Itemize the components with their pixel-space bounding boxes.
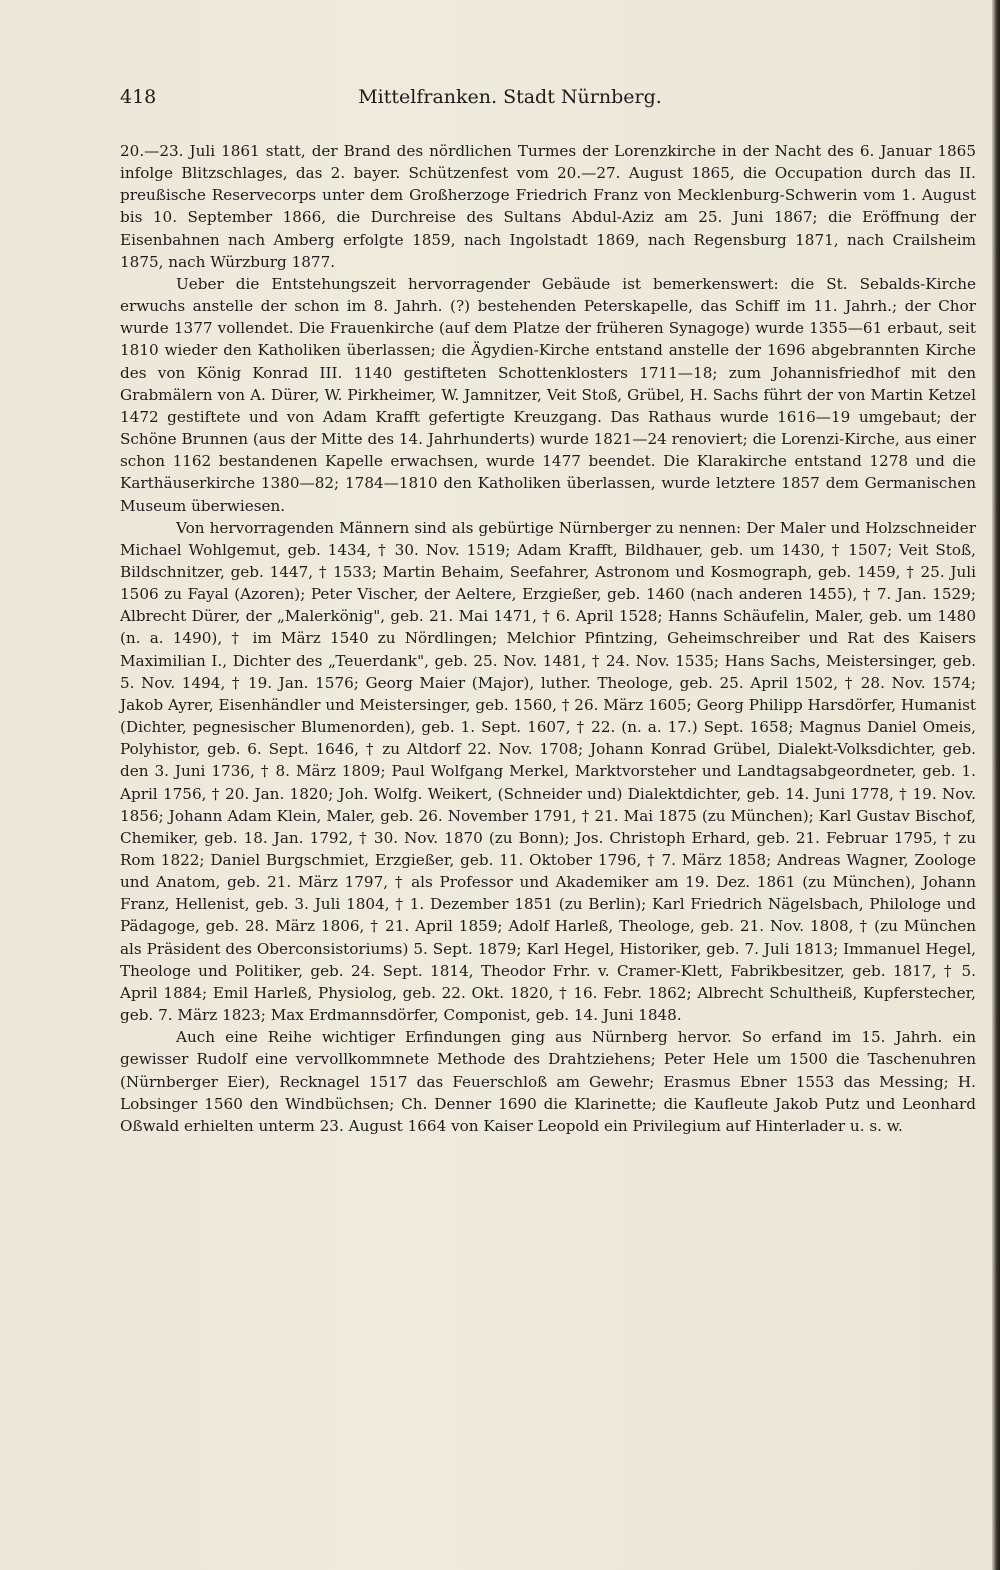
body-text: [120, 140, 976, 1137]
page-number: 418: [120, 86, 157, 108]
page-binding-edge: [992, 0, 1000, 1570]
paragraph-notable-people: Von hervorragenden Männern sind als gebürtige Nürnberger zu nennen: Der Maler und Holzschneider Michael Wohlgemut, geb. 1434, † 30. Nov. 1519; Adam Krafft, Bildhauer, geb. um 1430, † 1507; Veit Stoß, Bildschnitzer, geb. 1447, † 1533; Martin Behaim, Seefahrer, Astronom und Kosmograph, geb. 1459, † 25. Juli 1506 zu Fayal (Azoren); Peter Vischer, der Aeltere, Erzgießer, geb. 1460 (nach anderen 1455), † 7. Jan. 1529; Albrecht Dürer, der „Malerkönig", geb. 21. Mai 1471, † 6. April 1528; Hanns Schäufelin, Maler, geb. um 1480 (n. a. 1490), † im März 1540 zu Nördlingen; Melchior Pfintzing, Geheimschreiber und Rat des Kaisers Maximilian I., Dichter des „Teuerdank", geb. 25. Nov. 1481, † 24. Nov. 1535; Hans Sachs, Meistersinger, geb. 5. Nov. 1494, † 19. Jan. 1576; Georg Maier (Major), luther. Theologe, geb. 25. April 1502, † 28. Nov. 1574; Jakob Ayrer, Eisenhändler und Meistersinger, geb. 1560, † 26. März 1605; Georg Philipp Harsdörfer, Humanist (Dichter, pegnesischer Blumenorden), geb. 1. Sept. 1607, † 22. (n. a. 17.) Sept. 1658; Magnus Daniel Omeis, Polyhistor, geb. 6. Sept. 1646, † zu Altdorf 22. Nov. 1708; Johann Konrad Grübel, Dialekt-Volksdichter, geb. den 3. Juni 1736, † 8. März 1809; Paul Wolfgang Merkel, Marktvorsteher und Landtagsabgeordneter, geb. 1. April 1756, † 20. Jan. 1820; Joh. Wolfg. Weikert, (Schneider und) Dialektdichter, geb. 14. Juni 1778, † 19. Nov. 1856; Johann Adam Klein, Maler, geb. 26. November 1791, † 21. Mai 1875 (zu München); Karl Gustav Bischof, Chemiker, geb. 18. Jan. 1792, † 30. Nov. 1870 (zu Bonn); Jos. Christoph Erhard, geb. 21. Februar 1795, † zu Rom 1822; Daniel Burgschmiet, Erzgießer, geb. 11. Oktober 1796, † 7. März 1858; Andreas Wagner, Zoologe und Anatom, geb. 21. März 1797, † als Professor und Akademiker am 19. Dez. 1861 (zu München), Johann Franz, Hellenist, geb. 3. Juli 1804, † 1. Dezember 1851 (zu Berlin); Karl Friedrich Nägelsbach, Philologe und Pädagoge, geb. 28. März 1806, † 21. April 1859; Adolf Harleß, Theologe, geb. 21. Nov. 1808, † (zu München als Präsident des Oberconsistoriums) 5. Sept. 1879; Karl Hegel, Historiker, geb. 7. Juli 1813; Immanuel Hegel, Theologe und Politiker, geb. 24. Sept. 1814, Theodor Frhr. v. Cramer-Klett, Fabrikbesitzer, geb. 1817, † 5. April 1884; Emil Harleß, Physiolog, geb. 22. Okt. 1820, † 16. Febr. 1862; Albrecht Schultheiß, Kupferstecher, geb. 7. März 1823; Max Erdmannsdörfer, Componist, geb. 14. Juni 1848.: [120, 518, 976, 1025]
paragraph-buildings: Ueber die Entstehungszeit hervorragender Gebäude ist bemerkenswert: die St. Sebalds-Kirche erwuchs anstelle der schon im 8. Jahrh. (?) bestehenden Peterskapelle, das Schiff im 11. Jahrh.; der Chor wurde 1377 vollendet. Die Frauenkirche (auf dem Platze der früheren Synagoge) wurde 1355—61 erbaut, seit 1810 wieder den Katholiken überlassen; die Ägydien-Kirche entstand anstelle der 1696 abgebrannten Kirche des von König Konrad III. 1140 gestifteten Schottenklosters 1711—18; zum Johannisfriedhof mit den Grabmälern von A. Dürer, W. Pirkheimer, W. Jamnitzer, Veit Stoß, Grübel, H. Sachs führt der von Martin Ketzel 1472 gestiftete und von Adam Krafft gefertigte Kreuzgang. Das Rathaus wurde 1616—19 umgebaut; der Schöne Brunnen (aus der Mitte des 14. Jahrhunderts) wurde 1821—24 renoviert; die Lorenzi-Kirche, aus einer schon 1162 bestandenen Kapelle erwachsen, wurde 1477 beendet. Die Klarakirche entstand 1278 und die Karthäuserkirche 1380—82; 1784—1810 den Katholiken überlassen, wurde letztere 1857 dem Germanischen Museum überwiesen.: [120, 274, 976, 515]
paragraph-inventions: Auch eine Reihe wichtiger Erfindungen ging aus Nürnberg hervor. So erfand im 15. Jahrh. ein gewisser Rudolf eine vervollkommnete Methode des Drahtziehens; Peter Hele um 1500 die Taschenuhren (Nürnberger Eier), Recknagel 1517 das Feuerschloß am Gewehr; Erasmus Ebner 1553 das Messing; H. Lobsinger 1560 den Windbüchsen; Ch. Denner 1690 die Klarinette; die Kaufleute Jakob Putz und Leonhard Oßwald erhielten unterm 23. August 1664 von Kaiser Leopold ein Privilegium auf Hinterlader u. s. w.: [120, 1028, 976, 1135]
page-header: [120, 86, 900, 120]
paragraph-history-events: 20.—23. Juli 1861 statt, der Brand des nördlichen Turmes der Lorenzkirche in der Nacht des 6. Januar 1865 infolge Blitzschlages, das 2. bayer. Schützenfest vom 20.—27. August 1865, die Occupation durch das II. preußische Reservecorps unter dem Großherzoge Friedrich Franz von Mecklenburg-Schwerin vom 1. August bis 10. September 1866, die Durchreise des Sultans Abdul-Aziz am 25. Juni 1867; die Eröffnung der Eisenbahnen nach Amberg erfolgte 1859, nach Ingolstadt 1869, nach Regensburg 1871, nach Crailsheim 1875, nach Würzburg 1877.: [120, 142, 976, 271]
running-title: Mittelfranken. Stadt Nürnberg.: [358, 86, 662, 108]
